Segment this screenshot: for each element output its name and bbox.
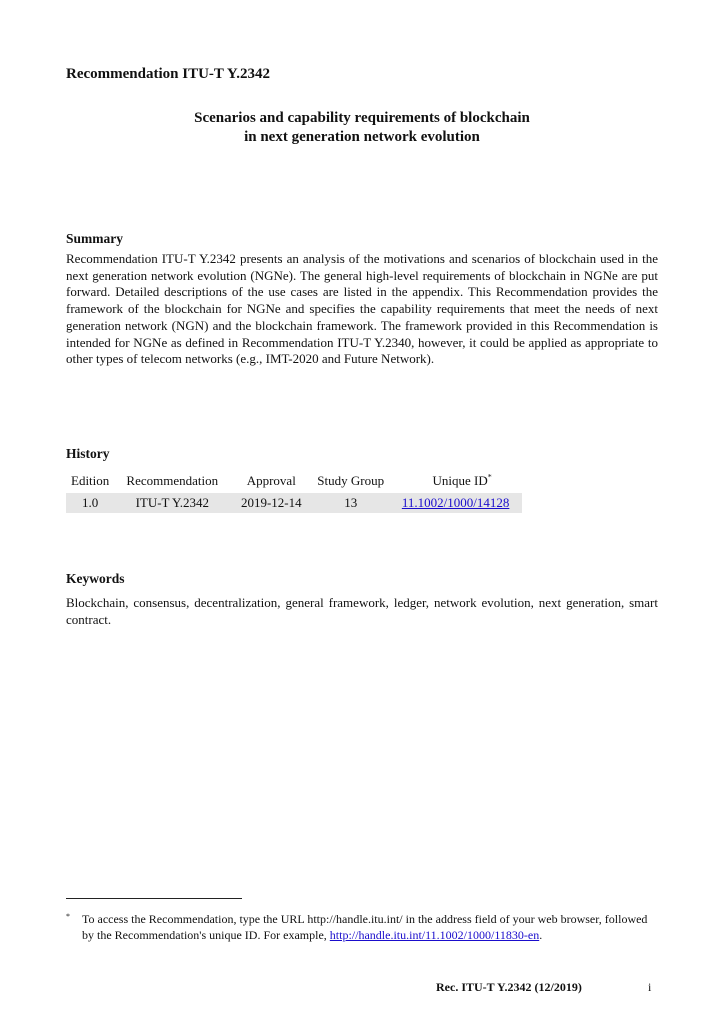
cell-edition: 1.0 [66, 493, 114, 513]
keywords-text: Blockchain, consensus, decentralization, general framework, ledger, network evolution, next generation, smart contract. [66, 595, 658, 627]
title-line-1: Scenarios and capability requirements of blockchain [194, 110, 530, 126]
footnote-mark: * [66, 912, 70, 921]
cell-recommendation: ITU-T Y.2342 [114, 493, 230, 513]
cell-unique-id [389, 493, 522, 513]
footnote-marker: * [487, 472, 492, 482]
column-header-edition: Edition [71, 473, 110, 488]
column-header-approval: Approval [246, 473, 296, 488]
column-header-recommendation: Recommendation [126, 473, 219, 488]
table-row [66, 493, 522, 513]
recommendation-label: Recommendation ITU-T Y.2342 [66, 66, 271, 82]
unique-id-link[interactable]: 11.1002/1000/14128 [401, 495, 510, 510]
footnote-example-link[interactable]: http://handle.itu.int/11.1002/1000/11830-en [329, 928, 540, 942]
cell-approval: 2019-12-14 [230, 493, 312, 513]
cell-study-group: 13 [312, 493, 389, 513]
summary-heading: Summary [66, 231, 123, 246]
footnote-text-before: To access the Recommendation, type the URL http://handle.itu.int/ in the address field of your web browser, followed by the Recommendation's unique ID. For example, [82, 912, 648, 942]
footer-reference: Rec. ITU-T Y.2342 (12/2019) [436, 980, 582, 994]
history-table [66, 471, 522, 513]
footnote-text [82, 911, 662, 943]
history-table-header-row [66, 471, 522, 493]
title-line-2: in next generation network evolution [244, 129, 480, 145]
keywords-heading: Keywords [66, 571, 125, 586]
page-number: i [648, 980, 652, 994]
history-heading: History [66, 446, 110, 461]
summary-text: Recommendation ITU-T Y.2342 presents an analysis of the motivations and scenarios of blockchain used in the next generation network evolution (NGNe). The general high-level requirements of blockchain in NGNe are put forward. Detailed descriptions of the use cases are listed in the appendix. This Recommendation provides the framework of the blockchain for NGNe and specifies the capability requirements that meet the needs of next generation network (NGN) and the blockchain framework. The framework provided in this Recommendation is intended for NGNe as defined in Recommendation ITU-T Y.2340, however, it could be applied as appropriate to other types of telecom networks (e.g., IMT-2020 and Future Network). [66, 251, 658, 367]
footnote [66, 911, 662, 943]
footnote-text-after: . [539, 928, 543, 942]
footnote-divider [66, 898, 242, 899]
unique-id-label: Unique ID [432, 473, 488, 488]
column-header-unique-id [389, 471, 522, 493]
column-header-study-group: Study Group [317, 473, 385, 488]
document-title [66, 109, 658, 147]
